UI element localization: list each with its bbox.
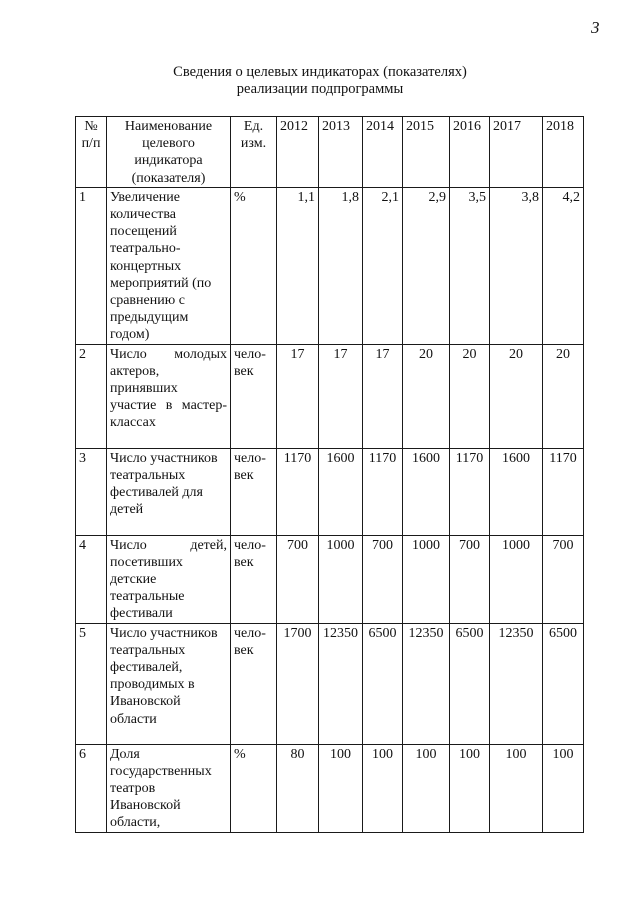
row-name: Доля государственных театров Ивановской области, bbox=[107, 744, 231, 832]
row-num: 3 bbox=[76, 448, 107, 535]
title-line-2: реализации подпрограммы bbox=[236, 81, 404, 97]
header-year: 2015 bbox=[403, 117, 450, 188]
row-name: Увеличение количества посещений театрально-концертных мероприятий (по сравнению с предыдущим годом) bbox=[107, 187, 231, 344]
row-unit: чело-век bbox=[231, 623, 277, 744]
table-row bbox=[76, 187, 584, 344]
header-year: 2016 bbox=[450, 117, 490, 188]
row-value: 6500 bbox=[543, 623, 584, 744]
page-number: 3 bbox=[591, 18, 600, 37]
row-value: 6500 bbox=[450, 623, 490, 744]
header-num: № п/п bbox=[76, 117, 107, 188]
row-value: 1170 bbox=[543, 448, 584, 535]
row-value: 1170 bbox=[363, 448, 403, 535]
row-value: 1600 bbox=[319, 448, 363, 535]
title-line-1: Сведения о целевых индикаторах (показателях) bbox=[173, 64, 467, 80]
row-value: 17 bbox=[277, 344, 319, 448]
row-value: 17 bbox=[319, 344, 363, 448]
row-name: Число участников театральных фестивалей для детей bbox=[107, 448, 231, 535]
table-row bbox=[76, 448, 584, 535]
row-value: 3,8 bbox=[490, 187, 543, 344]
row-name: Число молодых актеров, принявших участие в мастер-классах bbox=[107, 344, 231, 448]
row-num: 2 bbox=[76, 344, 107, 448]
row-value: 20 bbox=[450, 344, 490, 448]
table-header-row bbox=[76, 117, 584, 188]
row-value: 6500 bbox=[363, 623, 403, 744]
row-value: 1000 bbox=[490, 535, 543, 623]
header-year: 2012 bbox=[277, 117, 319, 188]
table-row bbox=[76, 744, 584, 832]
row-unit: % bbox=[231, 187, 277, 344]
row-value: 1600 bbox=[490, 448, 543, 535]
row-value: 3,5 bbox=[450, 187, 490, 344]
row-value: 1170 bbox=[277, 448, 319, 535]
row-value: 100 bbox=[543, 744, 584, 832]
row-unit: чело-век bbox=[231, 535, 277, 623]
row-value: 100 bbox=[490, 744, 543, 832]
table-row bbox=[76, 535, 584, 623]
row-value: 12350 bbox=[403, 623, 450, 744]
row-value: 20 bbox=[543, 344, 584, 448]
row-value: 1600 bbox=[403, 448, 450, 535]
header-name: Наименование целевого индикатора (показателя) bbox=[107, 117, 231, 188]
row-unit: % bbox=[231, 744, 277, 832]
row-name: Число детей, посетивших детские театральные фестивали bbox=[107, 535, 231, 623]
row-value: 100 bbox=[450, 744, 490, 832]
row-unit: чело-век bbox=[231, 344, 277, 448]
row-value: 1170 bbox=[450, 448, 490, 535]
document-title bbox=[0, 64, 640, 98]
row-value: 700 bbox=[363, 535, 403, 623]
row-value: 12350 bbox=[490, 623, 543, 744]
indicators-table bbox=[75, 116, 584, 833]
row-name: Число участников театральных фестивалей, проводимых в Ивановской области bbox=[107, 623, 231, 744]
row-value: 700 bbox=[543, 535, 584, 623]
row-value: 1700 bbox=[277, 623, 319, 744]
row-value: 12350 bbox=[319, 623, 363, 744]
header-year: 2017 bbox=[490, 117, 543, 188]
row-num: 5 bbox=[76, 623, 107, 744]
row-value: 1000 bbox=[403, 535, 450, 623]
header-unit: Ед. изм. bbox=[231, 117, 277, 188]
row-num: 4 bbox=[76, 535, 107, 623]
row-value: 100 bbox=[319, 744, 363, 832]
row-value: 100 bbox=[403, 744, 450, 832]
row-value: 700 bbox=[450, 535, 490, 623]
row-value: 20 bbox=[490, 344, 543, 448]
row-value: 80 bbox=[277, 744, 319, 832]
row-num: 6 bbox=[76, 744, 107, 832]
row-value: 100 bbox=[363, 744, 403, 832]
header-year: 2014 bbox=[363, 117, 403, 188]
table-row bbox=[76, 623, 584, 744]
row-value: 1,8 bbox=[319, 187, 363, 344]
row-value: 700 bbox=[277, 535, 319, 623]
row-num: 1 bbox=[76, 187, 107, 344]
row-value: 2,9 bbox=[403, 187, 450, 344]
header-year: 2018 bbox=[543, 117, 584, 188]
row-value: 4,2 bbox=[543, 187, 584, 344]
row-value: 1000 bbox=[319, 535, 363, 623]
row-value: 20 bbox=[403, 344, 450, 448]
row-value: 1,1 bbox=[277, 187, 319, 344]
row-value: 17 bbox=[363, 344, 403, 448]
row-unit: чело-век bbox=[231, 448, 277, 535]
row-value: 2,1 bbox=[363, 187, 403, 344]
header-year: 2013 bbox=[319, 117, 363, 188]
table-row bbox=[76, 344, 584, 448]
